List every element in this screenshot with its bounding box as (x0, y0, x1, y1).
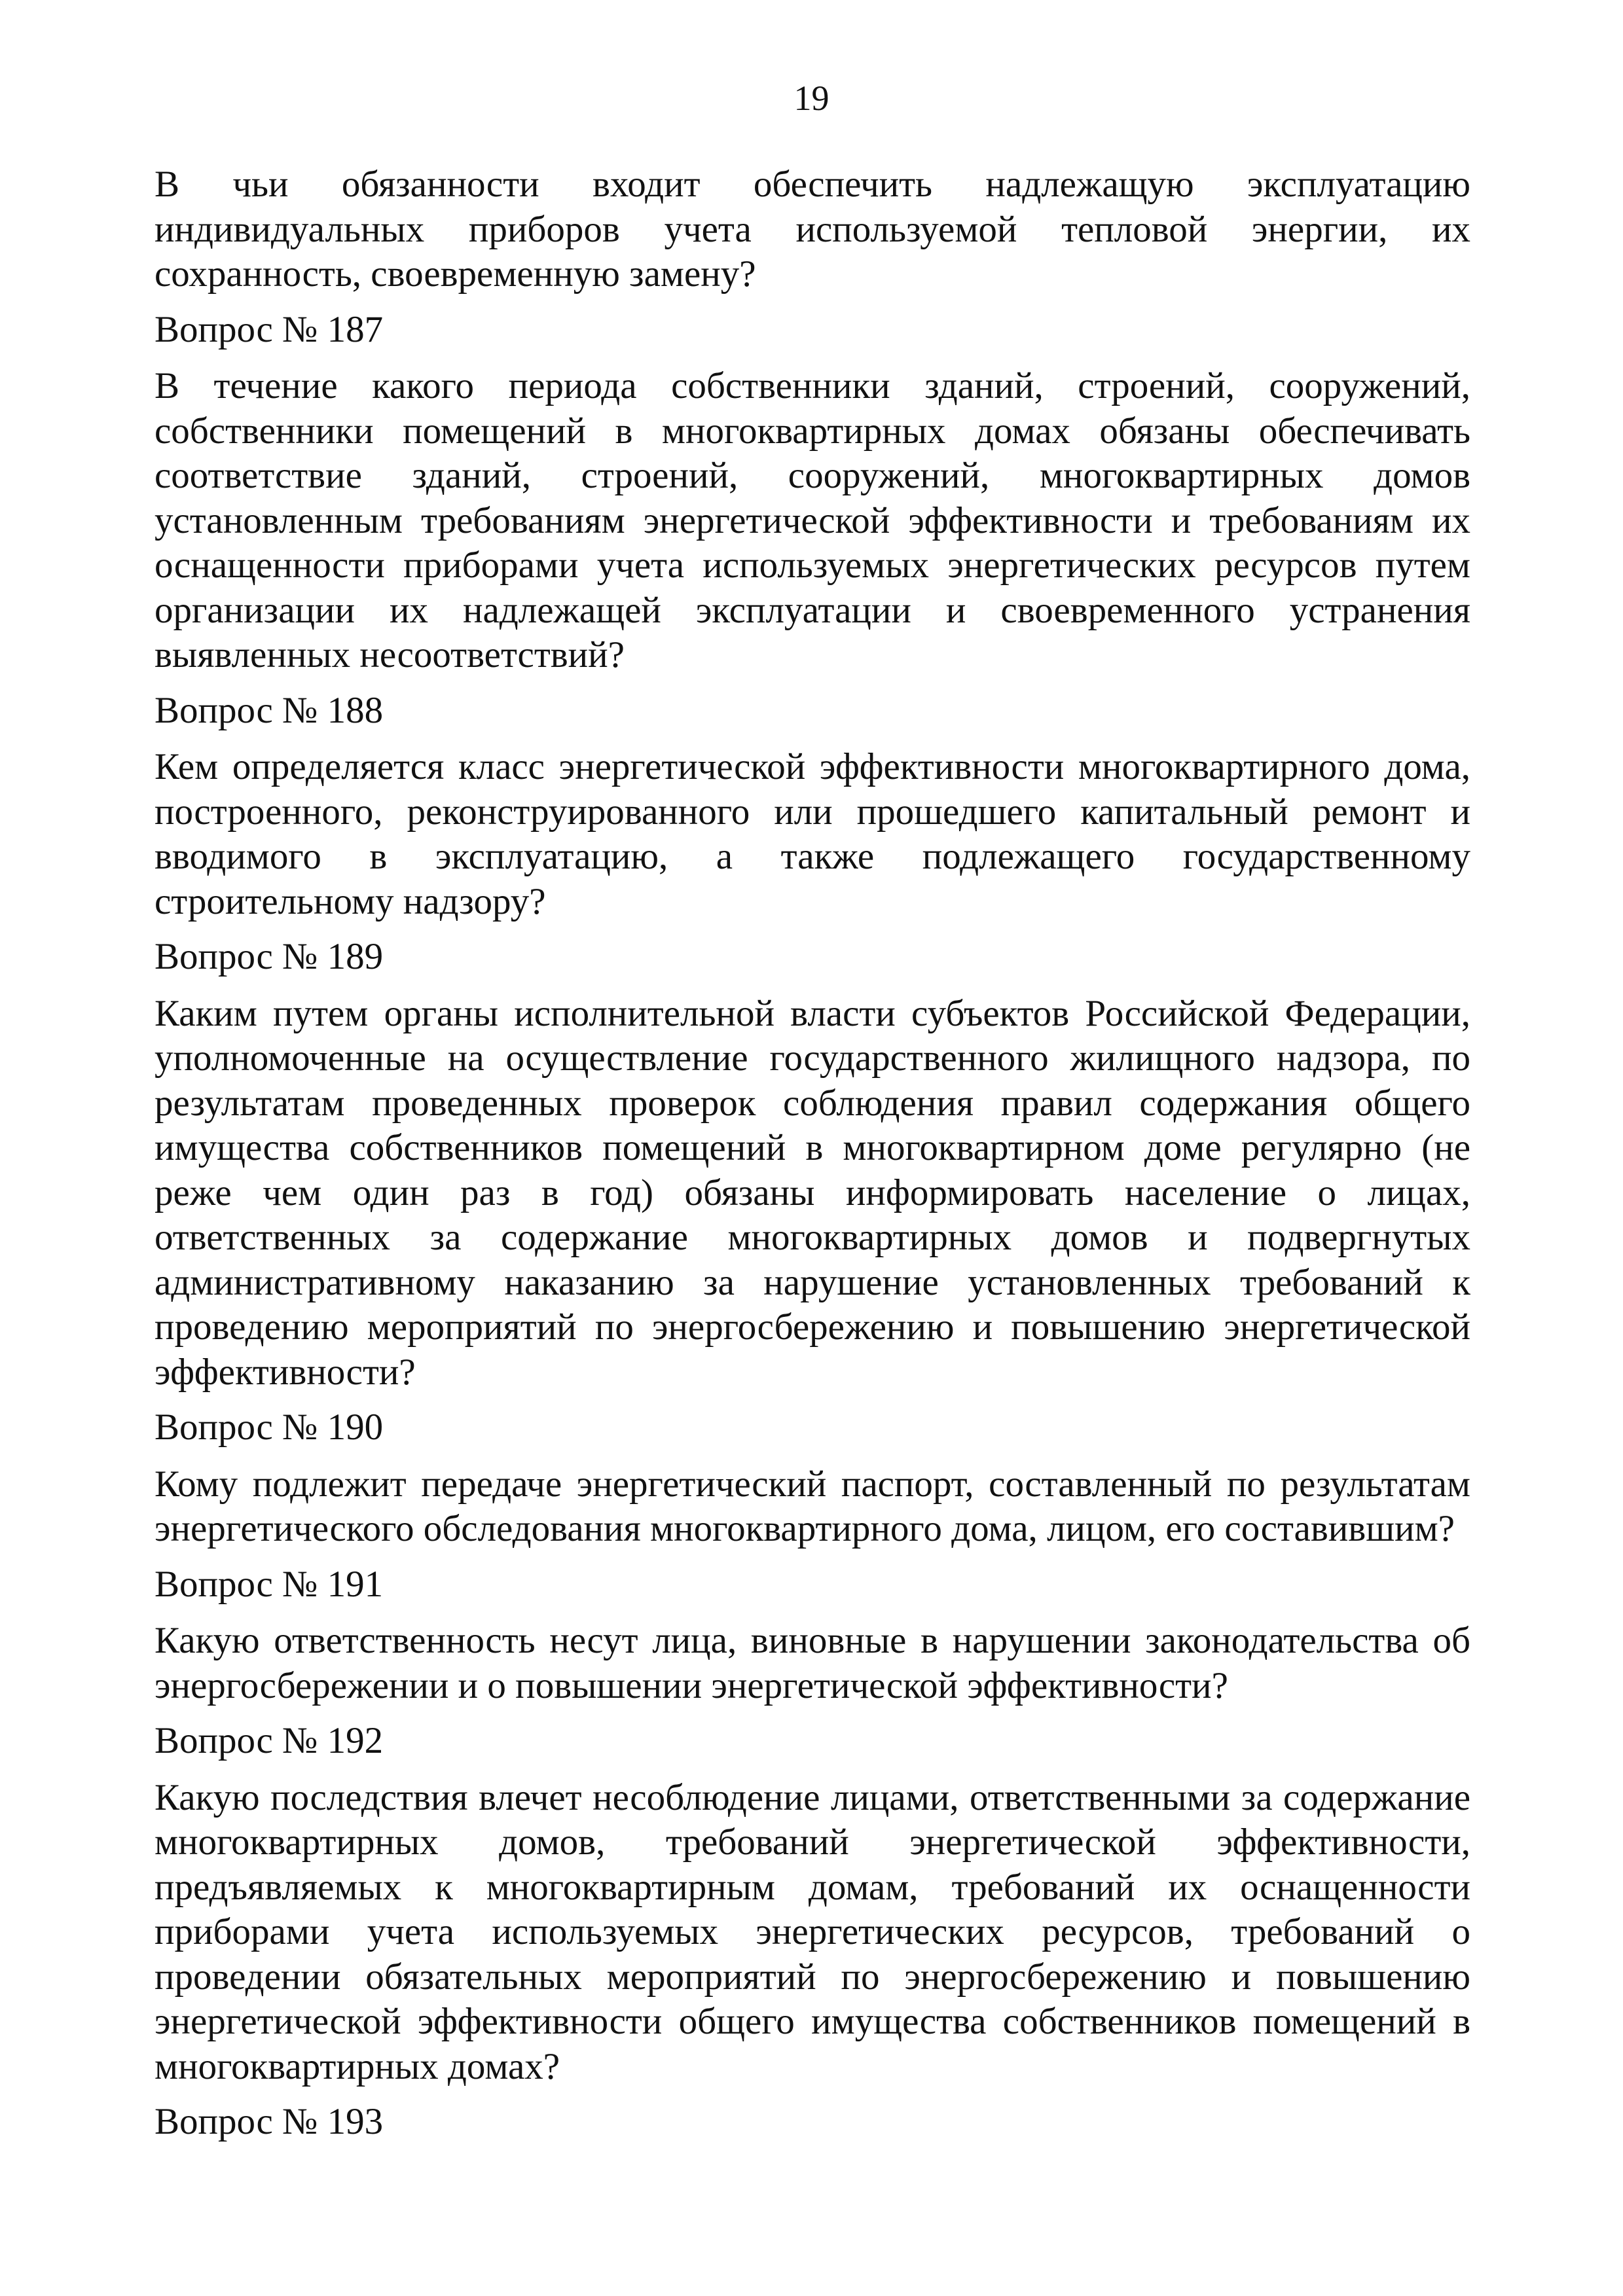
question-heading-192: Вопрос № 192 (155, 1720, 384, 1761)
question-text-186: В чьи обязанности входит обеспечить надлежащую эксплуатацию индивидуальных приборов учета используемой тепловой энергии, их сохранность, своевременную замену? (155, 164, 1470, 295)
question-heading-187: Вопрос № 187 (155, 308, 384, 350)
question-heading-189: Вопрос № 189 (155, 936, 384, 977)
question-heading-193: Вопрос № 193 (155, 2101, 384, 2142)
question-text-190: Кому подлежит передаче энергетический паспорт, составленный по результатам энергетического обследования многоквартирного дома, лицом, его составившим? (155, 1463, 1470, 1549)
question-text-187: В течение какого периода собственники зданий, строений, сооружений, собственники помещений в многоквартирных домах обязаны обеспечивать соответствие зданий, строений, сооружений, многоквартирных домов установленным требованиям энергетической эффективности и требованиям их оснащенности приборами учета используемых энергетических ресурсов путем организации их надлежащей эксплуатации и своевременного устранения выявленных несоответствий? (155, 365, 1470, 675)
document-body (155, 162, 1470, 2157)
question-text-188: Кем определяется класс энергетической эффективности многоквартирного дома, построенного, реконструированного или прошедшего капитальный ремонт и вводимого в эксплуатацию, а также подлежащего государственному строительному надзору? (155, 746, 1470, 922)
question-heading-191: Вопрос № 191 (155, 1563, 384, 1605)
question-heading-190: Вопрос № 190 (155, 1407, 384, 1448)
question-heading-188: Вопрос № 188 (155, 689, 384, 731)
page-number: 19 (793, 79, 830, 118)
question-text-192: Какую последствия влечет несоблюдение лицами, ответственными за содержание многоквартирных домов, требований энергетической эффективности, предъявляемых к многоквартирным домам, требований их оснащенности приборами учета используемых энергетических ресурсов, требований о проведении обязательных мероприятий по энергосбережению и повышению энергетической эффективности общего имущества собственников помещений в многоквартирных домах? (155, 1776, 1470, 2087)
question-text-189: Каким путем органы исполнительной власти субъектов Российской Федерации, уполномоченные на осуществление государственного жилищного надзора, по результатам проведенных проверок соблюдения правил содержания общего имущества собственников помещений в многоквартирном доме регулярно (не реже чем один раз в год) обязаны информировать население о лицах, ответственных за содержание многоквартирных домов и подвергнутых административному наказанию за нарушение установленных требований к проведению мероприятий по энергосбережению и повышению энергетической эффективности? (155, 992, 1470, 1393)
question-text-191: Какую ответственность несут лица, виновные в нарушении законодательства об энергосбережении и о повышении энергетической эффективности? (155, 1620, 1470, 1706)
